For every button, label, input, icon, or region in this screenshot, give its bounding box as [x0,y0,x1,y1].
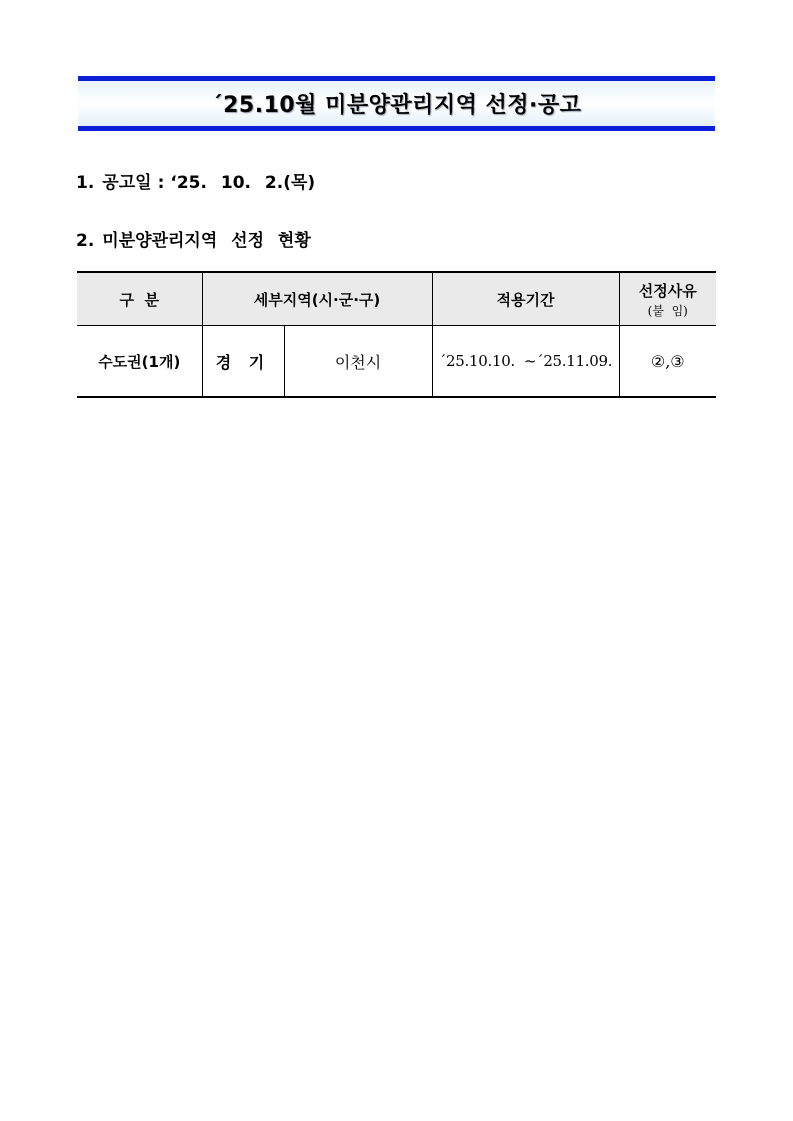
region-cell: 수도권(1개) [77,326,202,398]
header-subregion: 세부지역(시·군·구) [202,272,432,326]
header-reason-label: 선정사유 [638,281,697,300]
designation-status-table [77,271,716,398]
table-header-row [77,272,716,326]
header-period: 적용기간 [432,272,619,326]
header-category: 구 분 [77,272,202,326]
label-separator: : [157,173,165,193]
section-number: 1. [76,173,95,193]
page-title: ´25.10월 미분양관리지역 선정·공고 [211,93,582,118]
section-number: 2. [76,231,95,251]
announcement-date-line [76,168,315,193]
announcement-date-value: ‘25. 10. 2.(목) [170,173,316,193]
designation-status-heading [76,226,311,251]
province-cell: 경 기 [202,326,284,398]
header-reason-note: (붙 임) [647,303,688,318]
header-reason [619,272,716,326]
title-banner [78,76,715,131]
designation-status-label: 미분양관리지역 선정 현황 [102,231,311,251]
reason-cell: ②,③ [619,326,716,398]
period-cell: ´25.10.10. ~´25.11.09. [432,326,619,398]
city-cell: 이천시 [284,326,432,398]
table-row [77,326,716,398]
announcement-date-label: 공고일 [102,173,152,193]
